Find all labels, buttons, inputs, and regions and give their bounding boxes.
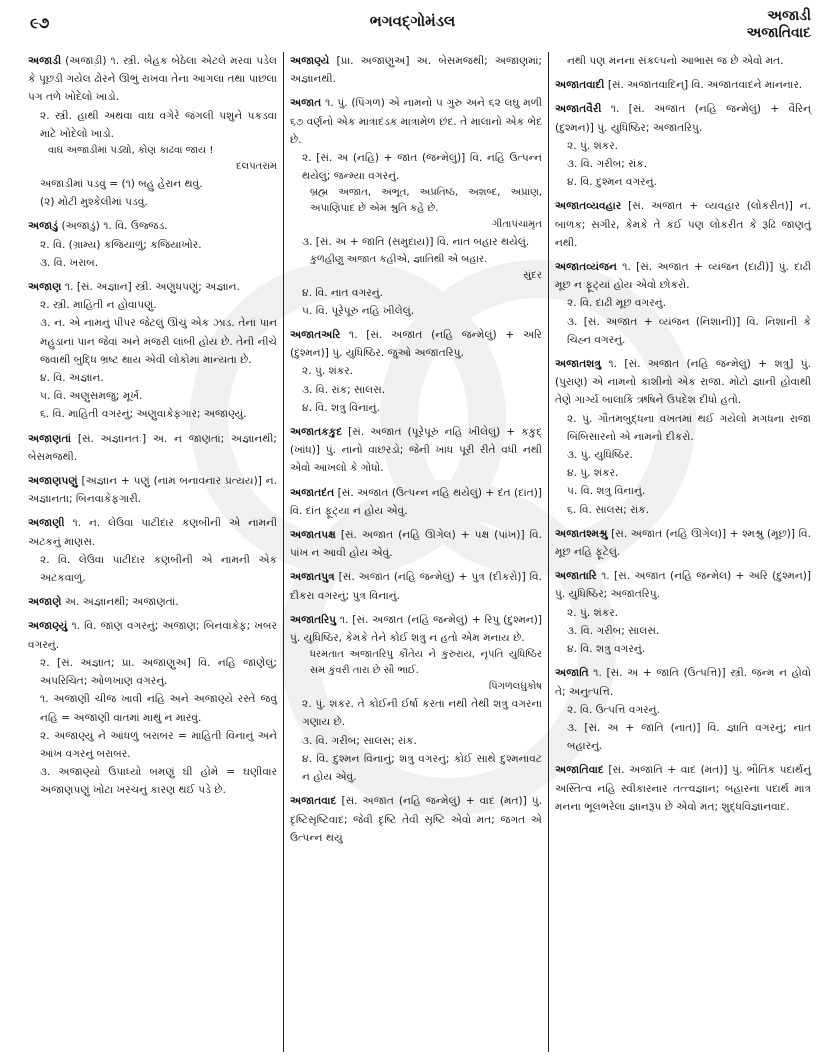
- dictionary-entry: [28, 52, 277, 211]
- definition-line: ૩. ન. એ નામનું પીપર જેટલું ઊંચું એક ઝાડ. તેનાં પાન મહુડાનાં પાન જેવાં અને મંજરી લાંબી હોય છે. તેની નીચે જવાથી બુદ્ધિ ભ્રષ્ટ થાય એવી લોકોમાં માન્યતા છે.: [40, 317, 277, 366]
- definition-line: ૨. વિ. દાઢી મૂછ વગરનું.: [567, 297, 666, 310]
- definition-line: ૪. વિ. શત્રુ વિનાનું.: [302, 401, 380, 414]
- definition-line: (અજાડું) ૧. વિ. ઉજ્જડ.: [61, 220, 168, 233]
- dictionary-entry: [555, 664, 811, 755]
- column-2: [284, 52, 549, 1052]
- headword: અજાણ્યું: [28, 620, 68, 633]
- definition-line: [પ્રા. અજાણુઅ] અ. બેસમજથી; અજાણમાં; અજ્ઞાનથી.: [290, 55, 542, 86]
- definition-line: [સં. અજાત (નહિ જન્મેલું) + વાદ (મત)] પું. દૃષ્ટિસૃષ્ટિવાદ; જેવી દૃષ્ટિ તેવી સૃષ્ટિ એવો મત; જગત એ ઉત્પન્ન થયું: [290, 795, 542, 844]
- headword: અજાતશત્રુ: [555, 358, 601, 371]
- headword: અજાતવ્યંજન: [555, 261, 617, 274]
- headword: અજાડું: [28, 220, 59, 233]
- definition-line: ૩. વિ. ગરીબ; સાલસ.: [567, 624, 660, 637]
- definition-line: ૫. વિ. અણુસમજુ; મૂર્ખ.: [40, 390, 143, 403]
- definition-line: ૪. વિ. અજ્ઞાન.: [40, 372, 104, 385]
- column-1: [22, 52, 284, 1052]
- dictionary-entry: [555, 52, 811, 70]
- headword: અજાણ્યે: [290, 55, 330, 67]
- headword: અજાતવૈરી: [555, 103, 602, 116]
- definition-line: ૩. પું. યુધિષ્ઠિર.: [567, 449, 633, 462]
- definition-line: ૨. [સં. અજ્ઞાત; પ્રા. અજાણુઅ] વિ. નહિ જાણેલું; અપરિચિત; ઓળખાણ વગરનું.: [40, 656, 277, 688]
- headword: અજાડી: [28, 55, 62, 67]
- definition-line: ૪. પું. શંકર.: [567, 467, 619, 480]
- definition-line: ૨. પું. ગૌતમબુદ્ધના વખતમાં થઈ ગયેલો મગધના રાજા બિંબિસારનો એ નામનો દીકરો.: [567, 412, 811, 443]
- headword: અજાતઅરિ: [290, 329, 341, 342]
- dictionary-entry: [28, 593, 277, 611]
- idiom-note: ૩. અજાણ્યો ઉપાધ્યો બમણું ઘી હોમે = ઘણીવાર અજાણપણું ખોટા ખરચનું કારણ થઈ પડે છે.: [40, 766, 277, 797]
- dictionary-entry: [290, 611, 542, 786]
- definition-line: ૧. વિ. જાણ વગરનું; અજાણ; બિનવાકેફ; ખબર વગરનું.: [28, 620, 277, 651]
- headword: અજાતારિ: [555, 570, 597, 583]
- definition-line: ૧. [સં. અજાત (નહિ જન્મેલું) + શત્રુ] પું. (પુરાણ) એ નામનો કાશીનો એક રાજા. મોટો જ્ઞાની હોવાથી તેણે ગાર્ગ્ય બાલાકિ ઋષિને ઉપદેશ દીધો હતો.: [555, 358, 811, 407]
- dictionary-entry: [28, 430, 277, 466]
- definition-line: ૨. [સં. અ (નહિ) + જાત (જન્મેલું)] વિ. નહિ ઉત્પન્ન થયેલું; જન્મ્યા વગરનું.: [302, 152, 542, 183]
- definition-line: ૨. સ્ત્રી. માહિતી ન હોવાપણું.: [40, 299, 157, 312]
- citation-quote: કુળહીણુ અજાત કહીએ, જ્ઞાતિથી એ બહાર.: [310, 253, 488, 265]
- definition-line: ૧. [સં. અજાત (નહિ જન્મેલું) + રિપુ (દુશ્મન)] પું. યુધિષ્ઠિર, કેમકે તેને કોઈ શત્રુ ન હતો એમ મનાય છે.: [290, 613, 542, 645]
- definition-line: ૫. વિ. પૂરેપૂરું નહિ ખીલેલું.: [302, 304, 415, 317]
- definition-line: ૩. વિ. ગરીબ; સાલસ; રાંક.: [302, 734, 417, 747]
- headword: અજાતરિપુ: [290, 613, 337, 626]
- definition-line: ૨. વિ. (ગ્રામ્ય) કજિયાળું; કજિયાખોર.: [40, 238, 202, 251]
- definition-line: [સં. અજાત + વ્યવહાર (લોકરીત)] ન. બાળક; સગીર, કેમકે તે કંઈ પણ લોકરીત કે રૂઢિ જાણતું નથી.: [555, 200, 811, 249]
- dictionary-entry: [28, 217, 277, 272]
- definition-line: ૩. વિ. રાંક; સાલસ.: [302, 383, 386, 396]
- headword: અજાતકકુદ: [290, 426, 343, 439]
- dictionary-columns: [22, 52, 817, 1052]
- dictionary-entry: [290, 526, 542, 562]
- definition-line: ૬. વિ. સાલસ; રાંક.: [567, 503, 650, 516]
- definition-line: ૩. [સં. અ + જાતિ (સમુદાય)] વિ. નાત બહાર થયેલું.: [302, 236, 530, 249]
- definition-line: ૩. [સં. અજાત + વ્યંજન (નિશાની)] વિ. નિશાની કે ચિહ્ન વગરનું.: [567, 315, 811, 346]
- dictionary-entry: [555, 76, 811, 94]
- definition-line: ૨. પું. શંકર.: [567, 606, 619, 619]
- headword: અજાતદંત: [290, 486, 335, 499]
- definition-line: ૧. પું. (પિંગળ) એ નામનો ૫ ગુરુ અને ૬૨ લઘુ મળી ૬૭ વર્ણનો એક માત્રાદંડક માત્રામેળ છંદ. તે માલાનો એક ભેદ છે.: [290, 97, 542, 146]
- definition-line: [સં. અજાત (પૂરેપૂરું નહિ ખીલેલું) + કકુદ્ (ખાંધ)] પું. નાનો વાછરડો; જેની ખાંધ પૂરી રીતે વધી નથી એવો આખલો કે ગોધો.: [290, 426, 542, 475]
- definition-line: ૪. વિ. દુશ્મન વિનાનું; શત્રુ વગરનું; કોઈ સાથે દુશ્મનાવટ ન હોય એવું.: [302, 752, 542, 784]
- headword: અજાણે: [28, 596, 62, 609]
- citation-quote: બ્રહ્મ અજાત, અભૂત, અપ્રતિષ્ઠ, અશબ્દ, અપ્રાણ, અપાણિપાદ છે એમ શ્રુતિ કહે છે.: [310, 187, 542, 215]
- definition-line: [સં. અજાત (નહિ ઊગેલ) + પક્ષ (પાંખ)] વિ. પાંખ ન આવી હોય એવું.: [290, 529, 542, 560]
- definition-line: ૨. વિ. ઉત્પત્તિ વગરનું.: [567, 703, 660, 716]
- page-number: ૯૭: [30, 14, 50, 32]
- dictionary-entry: [28, 472, 277, 508]
- headword: અજાતિવાદ: [555, 764, 604, 777]
- dictionary-entry: [555, 525, 811, 561]
- headword: અજાત: [290, 97, 322, 110]
- definition-line: ૧. [સં. અજાત (નહિ જન્મેલું) + વૈરિન્ (દુશ્મન)] પું. યુધિષ્ઠિર; અજાતરિપુ.: [555, 103, 811, 134]
- dictionary-entry: [555, 567, 811, 658]
- dictionary-entry: [28, 514, 277, 587]
- definition-line: ૨. પું. શંકર.: [302, 365, 354, 378]
- definition-line: ૧. ન. લેઉવા પાટીદાર કણબીની એ નામની અટકનું માણસ.: [28, 517, 277, 548]
- dictionary-entry: [555, 258, 811, 349]
- dictionary-entry: [555, 355, 811, 519]
- dictionary-entry: [28, 617, 277, 799]
- idiom-note: (૨) મોટી મુશ્કેલીમાં પડવું.: [40, 196, 148, 209]
- dictionary-entry: [555, 761, 811, 816]
- definition-line: ૧. [સં. અ + જાતિ (ઉત્પત્તિ)] સ્ત્રી. જન્મ ન હોવો તે; અનુત્પત્તિ.: [555, 667, 811, 698]
- definition-line: ૨. વિ. લેઉવા પાટીદાર કણબીની એ નામની એક અટકવાળું.: [40, 553, 277, 585]
- definition-line: [અજ્ઞાન + પણું (નામ બનાવનાર પ્રત્યય)] ન. અજ્ઞાનતા; બિનવાકેફગારી.: [28, 475, 277, 506]
- citation-source: પિંગળલઘુકોષ: [488, 681, 542, 693]
- citation-source: ગીતાપંચામૃત: [492, 219, 542, 231]
- dictionary-entry: [555, 197, 811, 252]
- headword: અજાતપક્ષ: [290, 529, 336, 542]
- definition-line: [સં. અજાતવાદિન્] વિ. અજાતવાદને માનનાર.: [607, 79, 803, 92]
- headword: અજાતવાદ: [290, 795, 337, 808]
- definition-line: નથી પણ મનના સંકલ્પનો આભાસ જ છે એવો મત.: [567, 55, 784, 67]
- dictionary-entry: [290, 568, 542, 604]
- definition-line: ૧. [સં. અજાત (નહિ જન્મેલ) + અરિ (દુશ્મન)] પું. યુધિષ્ઠિર; અજાતરિપુ.: [555, 570, 811, 601]
- headword: અજાતવ્યવહાર: [555, 200, 622, 213]
- dictionary-entry: [290, 94, 542, 320]
- guide-word-first: અજાડી: [767, 8, 811, 24]
- definition-line: ૩. [સં. અ + જાતિ (નાત)] વિ. જ્ઞાતિ વગરનું; નાત બહારનું.: [567, 721, 811, 753]
- definition-line: [સં. અજ્ઞાનતઃ] અ. ન જાણતાં; અજ્ઞાનથી; બેસમજથી.: [28, 432, 277, 463]
- citation-quote: ધરમતાત અજાતરિપુ કૌંતેય ને કુરુરાય, નૃપતિ યુધિષ્ઠિર સમ કુંવરી તારા છે સૌ ભાઈ.: [310, 649, 542, 677]
- dictionary-entry: [555, 100, 811, 191]
- definition-line: ૩. વિ. ગરીબ; રાંક.: [567, 158, 648, 171]
- definition-line: ૬. વિ. માહિતી વગરનું; અણુવાકેફગાર; અજાણ્યું.: [40, 408, 247, 421]
- dictionary-entry: [290, 326, 542, 417]
- definition-line: [સં. અજાતિ + વાદ (મત)] પું. ભૌતિક પદાર્થનું અસ્તિત્વ નહિ સ્વીકારનાર તત્ત્વજ્ઞાન; બહારના પદાર્થ માત્ર મનના ભૂલભરેલા જ્ઞાનરૂપ છે એવો મત; શુદ્ધવિજ્ઞાનવાદ.: [555, 764, 812, 813]
- definition-line: ૫. વિ. શત્રુ વિનાનું.: [567, 485, 646, 498]
- book-title: ભગવદ્‍ગોમંડલ: [369, 12, 456, 30]
- definition-line: [સં. અજાત (ઉત્પન્ન નહિ થયેલું) + દંત (દાંત)] વિ. દાંત ફૂટ્યા ન હોય એવું.: [290, 486, 542, 517]
- citation-source: સુંદર: [523, 269, 542, 281]
- definition-line: ૪. વિ. નાત વગરનું.: [302, 286, 383, 299]
- headword: અજાણપણું: [28, 475, 78, 488]
- definition-line: ૧. [સં. અજાત (નહિ જન્મેલું) + અરિ (દુશ્મન)] પું. યુધિષ્ઠિર. જુઓ અજાતરિપુ.: [290, 329, 542, 360]
- definition-line: ૨. પું. શંકર.: [567, 139, 619, 152]
- idiom-note: અજાડીમાં પડવું = (૧) બહુ હેરાન થવું.: [40, 178, 203, 191]
- dictionary-entry: [290, 423, 542, 478]
- citation-quote: વાઘ અજાડીમાં પડ્યો, કોણ કાઢવા જાય !: [48, 145, 214, 157]
- definition-line: [સં. અજાત (નહિ જન્મેલું) + પુત્ર (દીકરો)] વિ. દીકરા વગરનું; પુત્ર વિનાનું.: [290, 571, 542, 602]
- citation-source: દલપતરામ: [236, 161, 277, 173]
- definition-line: ૪. વિ. શત્રુ વગરનું.: [567, 643, 646, 656]
- definition-line: ૩. વિ. ખરાબ.: [40, 256, 99, 269]
- definition-line: ૪. વિ. દુશ્મન વગરનું.: [567, 176, 657, 189]
- dictionary-entry: [290, 484, 542, 520]
- definition-line: અ. અજ્ઞાનથી; અજાણતાં.: [64, 596, 179, 609]
- definition-line: ૧. [સં. અજ્ઞાન] સ્ત્રી. અણુધપણું; અજ્ઞાન.: [64, 281, 240, 294]
- idiom-note: ૨. અજાણ્યું ને આંધળું બરાબર = માહિતી વિનાનું અને આંખ વગરનું બરાબર.: [40, 729, 277, 760]
- definition-line: ૨. પું. શંકર. તે કોઈની ઈર્ષા કરતા નથી તેથી શત્રુ વગરના ગણાય છે.: [302, 698, 542, 729]
- headword: અજાતપુત્ર: [290, 571, 335, 584]
- dictionary-entry: [290, 792, 542, 847]
- guide-words: [747, 8, 812, 42]
- definition-line: ૨. સ્ત્રી. હાથી અથવા વાઘ વગેરે જંગલી પશુને પકડવા માટે ખોદેલો ખાડો.: [40, 109, 277, 140]
- headword: અજાણતાં: [28, 432, 72, 445]
- definition-line: [સં. અજાત (નહિ ઊગેલ)] + શ્મશ્રુ (મૂછ)] વિ. મૂછ નહિ ફૂટેલું.: [555, 527, 811, 559]
- definition-line: ૧. [સં. અજાત + વ્યંજન (દાઢી)] પું. દાઢી મૂછ ન ફૂટ્યાં હોય એવો છોકરો.: [555, 261, 811, 292]
- definition-line: (અજાડ઼ી) ૧. સ્ત્રી. બેહક બેઠેલા એટલે મરવા પડેલ કે પૂછડી ગયેલ ઢોરને ઊભું રાખવા તેના આગલા તથા પાછલા પગ તળે ખોદેલો ખાડો.: [28, 55, 277, 104]
- dictionary-entry: [290, 52, 542, 88]
- page-header: [0, 0, 825, 50]
- dictionary-entry: [28, 278, 277, 424]
- headword: અજાણ: [28, 281, 62, 294]
- headword: અજાતવાદી: [555, 79, 605, 92]
- guide-word-last: અજાતિવાદ: [746, 25, 811, 41]
- idiom-note: ૧. અજાણી ચીજ ખાવી નહિ અને અજાણ્યે રસ્તે જવું નહિ = અજાણી વાતમાં માથું ન મારવું.: [40, 693, 277, 724]
- headword: અજાતશ્મશ્રુ: [555, 527, 608, 540]
- column-3: [549, 52, 817, 1052]
- headword: અજાણી: [28, 517, 65, 530]
- headword: અજાતિ: [555, 667, 589, 680]
